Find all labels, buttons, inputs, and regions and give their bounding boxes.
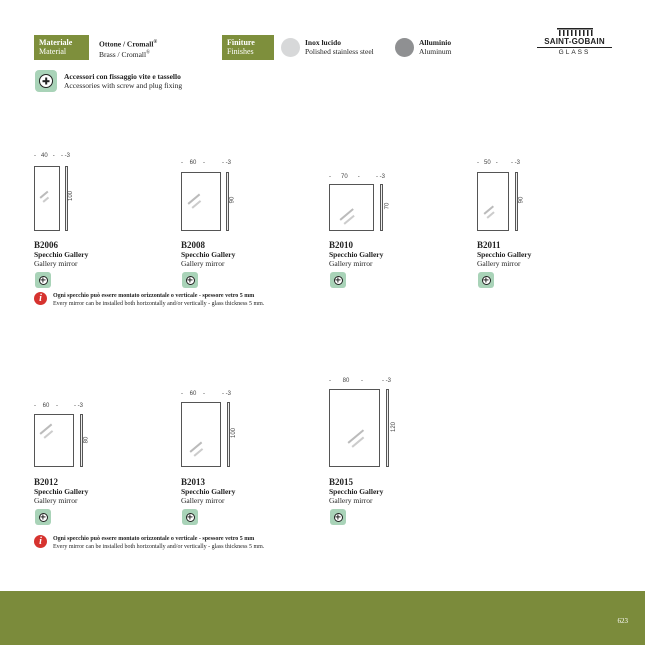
footer-band xyxy=(0,591,645,645)
mirror-front xyxy=(34,414,74,467)
product-code: B2012 xyxy=(34,477,59,487)
height-dim: 100 xyxy=(68,190,75,202)
page-number: 623 xyxy=(617,617,628,625)
height-dim: 80 xyxy=(83,436,90,444)
finish-label-en: Finishes xyxy=(227,47,254,56)
thickness-dim: - -3 xyxy=(222,160,232,166)
height-dim: 100 xyxy=(231,427,238,439)
logo-brand: SAINT-GOBAIN xyxy=(537,37,612,48)
product-code: B2011 xyxy=(477,240,501,250)
mirror-edge xyxy=(386,389,389,467)
product-name: Specchio Gallery xyxy=(181,250,236,259)
material-label-en: Material xyxy=(39,47,67,56)
screw-plus-icon xyxy=(478,272,494,288)
product-name: Specchio Gallery xyxy=(181,487,236,496)
info-icon: i xyxy=(34,535,47,548)
finish-aluminum-label: Alluminio Aluminum xyxy=(419,38,452,56)
product-code: B2006 xyxy=(34,240,59,250)
mirror-front xyxy=(181,172,221,231)
width-dim: - 60 - xyxy=(34,403,59,409)
thickness-dim: - -3 xyxy=(382,378,392,384)
product-name: Specchio Gallery xyxy=(329,487,384,496)
material-label: Materiale xyxy=(39,38,73,47)
finish-tag xyxy=(222,35,274,60)
width-dim: - 70 - xyxy=(329,174,360,180)
product-desc: Gallery mirror xyxy=(329,496,373,505)
mirror-front xyxy=(181,402,221,467)
height-dim: 70 xyxy=(384,202,391,210)
mirror-front xyxy=(34,166,60,231)
product-code: B2013 xyxy=(181,477,206,487)
height-dim: 90 xyxy=(518,196,525,204)
finish-polished-label: Inox lucido Polished stainless steel xyxy=(305,38,374,56)
saint-gobain-logo xyxy=(537,27,612,56)
product-name: Specchio Gallery xyxy=(34,250,89,259)
width-dim: - 80 - xyxy=(329,378,364,384)
material-value: Ottone / Cromall® Brass / Cromall® xyxy=(99,39,158,59)
height-dim: 90 xyxy=(229,196,236,204)
mounting-note: Ogni specchio può essere montato orizzontale o verticale - spessore vetro 5 mm Every mirror can be installed both horizontally and/or vertically - glass thickness 5 mm. xyxy=(53,536,265,550)
product-desc: Gallery mirror xyxy=(329,259,373,268)
screw-plus-icon xyxy=(182,509,198,525)
screw-plus-icon xyxy=(35,509,51,525)
width-dim: - 60 - xyxy=(181,160,206,166)
mirror-edge xyxy=(380,184,383,231)
thickness-dim: - -3 xyxy=(222,391,232,397)
width-dim: - 60 - xyxy=(181,391,206,397)
finish-swatch-polished xyxy=(281,38,300,57)
info-icon: i xyxy=(34,292,47,305)
thickness-dim: - -3 xyxy=(511,160,521,166)
logo-sub: GLASS xyxy=(558,49,591,56)
height-dim: 120 xyxy=(391,421,398,433)
thickness-dim: - -3 xyxy=(376,174,386,180)
product-name: Specchio Gallery xyxy=(34,487,89,496)
screw-plus-icon xyxy=(330,272,346,288)
screw-plus-icon xyxy=(35,272,51,288)
product-desc: Gallery mirror xyxy=(181,496,225,505)
accessories-text: Accessori con fissaggio vite e tassello Accessories with screw and plug fixing xyxy=(64,72,183,90)
mirror-front xyxy=(329,389,380,467)
product-desc: Gallery mirror xyxy=(34,496,78,505)
thickness-dim: - -3 xyxy=(74,403,84,409)
product-code: B2015 xyxy=(329,477,354,487)
width-dim: - 40 - xyxy=(34,153,55,159)
product-name: Specchio Gallery xyxy=(477,250,532,259)
product-desc: Gallery mirror xyxy=(477,259,521,268)
mirror-front xyxy=(329,184,374,231)
thickness-dim: - -3 xyxy=(61,153,71,159)
width-dim: - 50 - xyxy=(477,160,498,166)
material-tag xyxy=(34,35,89,60)
finish-label: Finiture xyxy=(227,38,255,47)
finish-swatch-aluminum xyxy=(395,38,414,57)
product-code: B2010 xyxy=(329,240,354,250)
screw-plus-icon xyxy=(35,70,57,92)
product-desc: Gallery mirror xyxy=(181,259,225,268)
screw-plus-icon xyxy=(182,272,198,288)
mirror-front xyxy=(477,172,509,231)
product-name: Specchio Gallery xyxy=(329,250,384,259)
logo-building-icon xyxy=(555,27,595,37)
product-desc: Gallery mirror xyxy=(34,259,78,268)
mirror-edge xyxy=(227,402,230,467)
mounting-note: Ogni specchio può essere montato orizzontale o verticale - spessore vetro 5 mm Every mirror can be installed both horizontally and/or vertically - glass thickness 5 mm. xyxy=(53,293,265,307)
product-code: B2008 xyxy=(181,240,206,250)
screw-plus-icon xyxy=(330,509,346,525)
